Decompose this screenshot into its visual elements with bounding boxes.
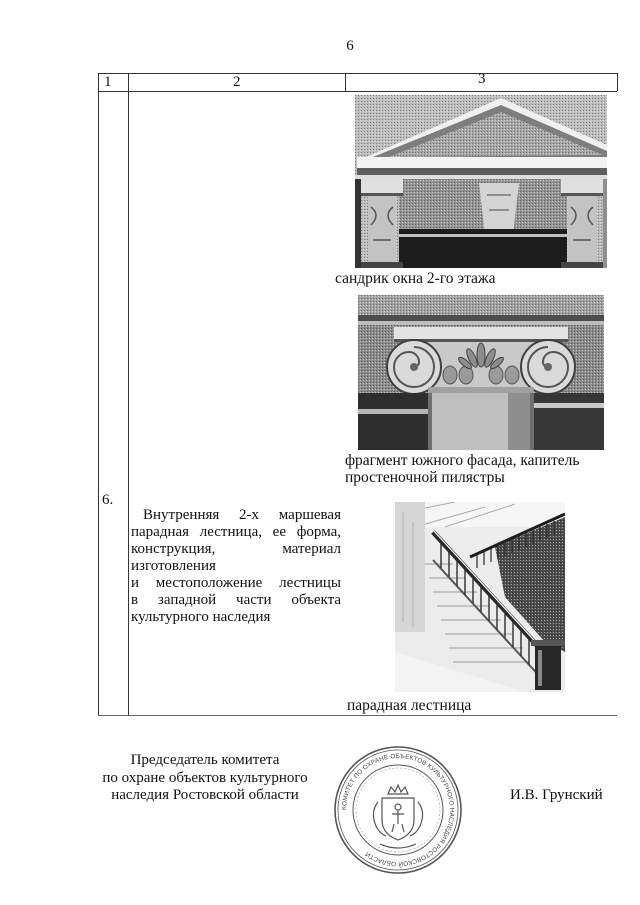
description-line: конструкция, материал [131,541,341,557]
table-column-divider-2 [345,73,346,91]
photo-main-staircase [395,502,565,692]
photo-caption: фрагмент южного фасада, капитель [345,452,580,469]
description-line: парадная лестница, ее форма, [131,524,341,540]
description-line: Внутренняя 2-х маршевая [143,507,341,523]
official-seal [332,744,464,876]
table-header-bottom-border [98,91,617,92]
seal-text: КОМИТЕТ ПО ОХРАНЕ ОБЪЕКТОВ КУЛЬТУРНОГО НАСЛЕДИЯ РОСТОВСКОЙ ОБЛАСТИ [340,752,456,868]
description-line: изготовления [131,558,216,574]
photo-pilaster-capital [358,295,604,450]
signatory-name: И.В. Грунский [510,787,603,803]
description-line: культурного наследия [131,609,271,625]
page-number: 6 [346,38,354,54]
coat-of-arms-icon [373,785,422,848]
table-left-border [98,73,99,715]
table-header-col2: 2 [233,74,241,90]
table-header-col3: 3 [478,71,486,87]
photo-caption: парадная лестница [347,697,472,714]
row-number: 6. [102,492,114,508]
table-top-border [98,73,617,74]
photo-window-pediment [355,95,607,268]
table-column-divider-1 [128,73,129,715]
signatory-position-line: Председатель комитета [130,752,280,768]
table-right-border [617,73,618,91]
signatory-position-line: наследия Ростовской области [111,787,299,803]
description-line: в западной части объекта [131,592,341,608]
photo-caption: сандрик окна 2-го этажа [335,270,496,287]
table-bottom-border [98,715,617,716]
description-line: и местоположение лестницы [131,575,341,591]
photo-caption: простеночной пилястры [345,469,505,486]
table-header-col1: 1 [104,74,112,90]
signatory-position-line: по охране объектов культурного [102,769,308,786]
